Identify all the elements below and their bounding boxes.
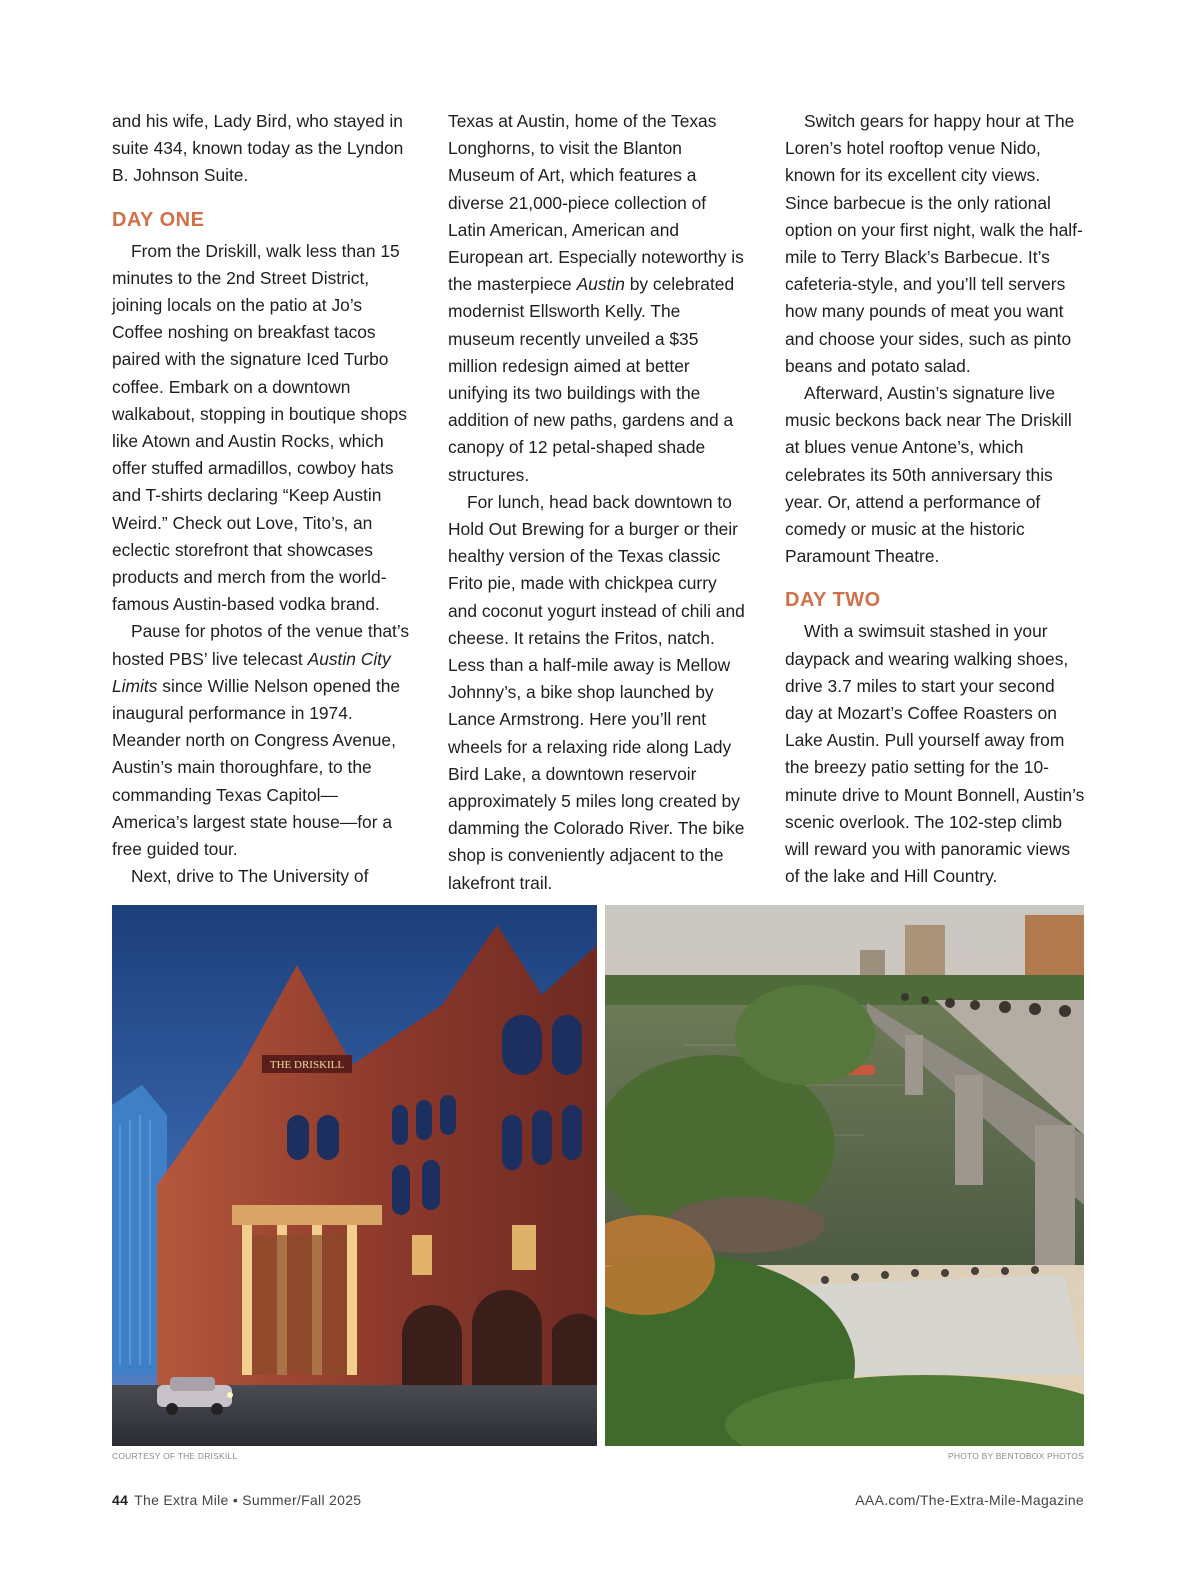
page-number: 44 — [112, 1492, 129, 1508]
bridge-lake-illustration — [605, 905, 1084, 1446]
body-paragraph: For lunch, head back downtown to Hold Out Brewing for a burger or their healthy version of the Texas classic Frito pie, made with chickpea curry and coconut yogurt instead of chili and cheese. It retains the Fritos, natch. Less than a half-mile away is Mellow Johnny’s, a bike shop launched by Lance Armstrong. Here you’ll rent wheels for a relaxing ride along Lady Bird Lake, a downtown reservoir approximately 5 miles long created by damming the Colorado River. The bike shop is conveniently adjacent to the lakefront trail. — [448, 491, 745, 893]
body-text: by celebrated modernist Ellsworth Kelly. The museum recently unveiled a $35 million redesign aimed at better unifying its two buildings with the addition of new paths, gardens and a canopy of 12 petal-shaped shade structures. — [448, 274, 735, 485]
photo-credit-right: PHOTO BY BENTOBOX PHOTOS — [948, 1451, 1084, 1461]
body-paragraph — [112, 618, 412, 863]
article-column-1 — [112, 108, 412, 890]
artwork-title: Austin — [576, 274, 625, 295]
section-heading-day-one: DAY ONE — [112, 208, 205, 231]
article-column-2 — [448, 108, 748, 897]
body-text: Texas at Austin, home of the Texas Longhorns, to visit the Blanton Museum of Art, which features a diverse 21,000-piece collection of Latin American, American and European art. Especially noteworthy is the masterpiece — [448, 111, 744, 295]
body-text: Pause for photos of the venue that’s hosted PBS’ live telecast — [112, 621, 410, 669]
driskill-hotel-photo — [112, 905, 597, 1446]
magazine-url: AAA.com/The-Extra-Mile-Magazine — [855, 1492, 1084, 1508]
body-paragraph — [448, 108, 748, 489]
section-heading-day-two: DAY TWO — [785, 589, 881, 612]
driskill-hotel-illustration — [112, 905, 597, 1446]
body-paragraph: and his wife, Lady Bird, who stayed in suite 434, known today as the Lyndon B. Johnson Suite. — [112, 111, 404, 186]
publication-name: The Extra Mile • Summer/Fall 2025 — [134, 1492, 362, 1508]
show-title: Austin City Limits — [112, 648, 391, 696]
hotel-sign: THE DRISKILL — [269, 1059, 345, 1071]
body-text: since Willie Nelson opened the inaugural performance in 1974. Meander north on Congress Avenue, Austin’s main thoroughfare, to the commanding Texas Capitol—America’s largest state house—for a free guided tour. — [112, 675, 401, 860]
photo-credit-left: COURTESY OF THE DRISKILL — [112, 1451, 238, 1461]
body-paragraph: Next, drive to The University of — [131, 866, 369, 887]
lady-bird-lake-bridge-photo — [605, 905, 1084, 1446]
page-footer-left — [112, 1492, 361, 1508]
article-column-3 — [785, 108, 1085, 890]
body-paragraph: Afterward, Austin’s signature live music beckons back near The Driskill at blues venue Antone’s, which celebrates its 50th anniversary this year. Or, attend a performance of comedy or music at the historic Paramount Theatre. — [785, 383, 1072, 567]
body-paragraph: From the Driskill, walk less than 15 minutes to the 2nd Street District, joining locals on the patio at Jo’s Coffee noshing on breakfast tacos paired with the signature Iced Turbo coffee. Embark on a downtown walkabout, stopping in boutique shops like Atown and Austin Rocks, which offer stuffed armadillos, cowboy hats and T-shirts declaring “Keep Austin Weird.” Check out Love, Tito’s, an eclectic storefront that showcases products and merch from the world-famous Austin-based vodka brand. — [112, 240, 407, 615]
body-paragraph: Switch gears for happy hour at The Loren’s hotel rooftop venue Nido, known for its excellent city views. Since barbecue is the only rational option on your first night, walk the half-mile to Terry Black’s Barbecue. It’s cafeteria-style, and you’ll tell servers how many pounds of meat you want and choose your sides, such as pinto beans and potato salad. — [785, 111, 1083, 376]
body-paragraph: With a swimsuit stashed in your daypack and wearing walking shoes, drive 3.7 miles to start your second day at Mozart’s Coffee Roasters on Lake Austin. Pull yourself away from the breezy patio setting for the 10-minute drive to Mount Bonnell, Austin’s scenic overlook. The 102-step climb will reward you with panoramic views of the lake and Hill Country. — [785, 621, 1085, 887]
